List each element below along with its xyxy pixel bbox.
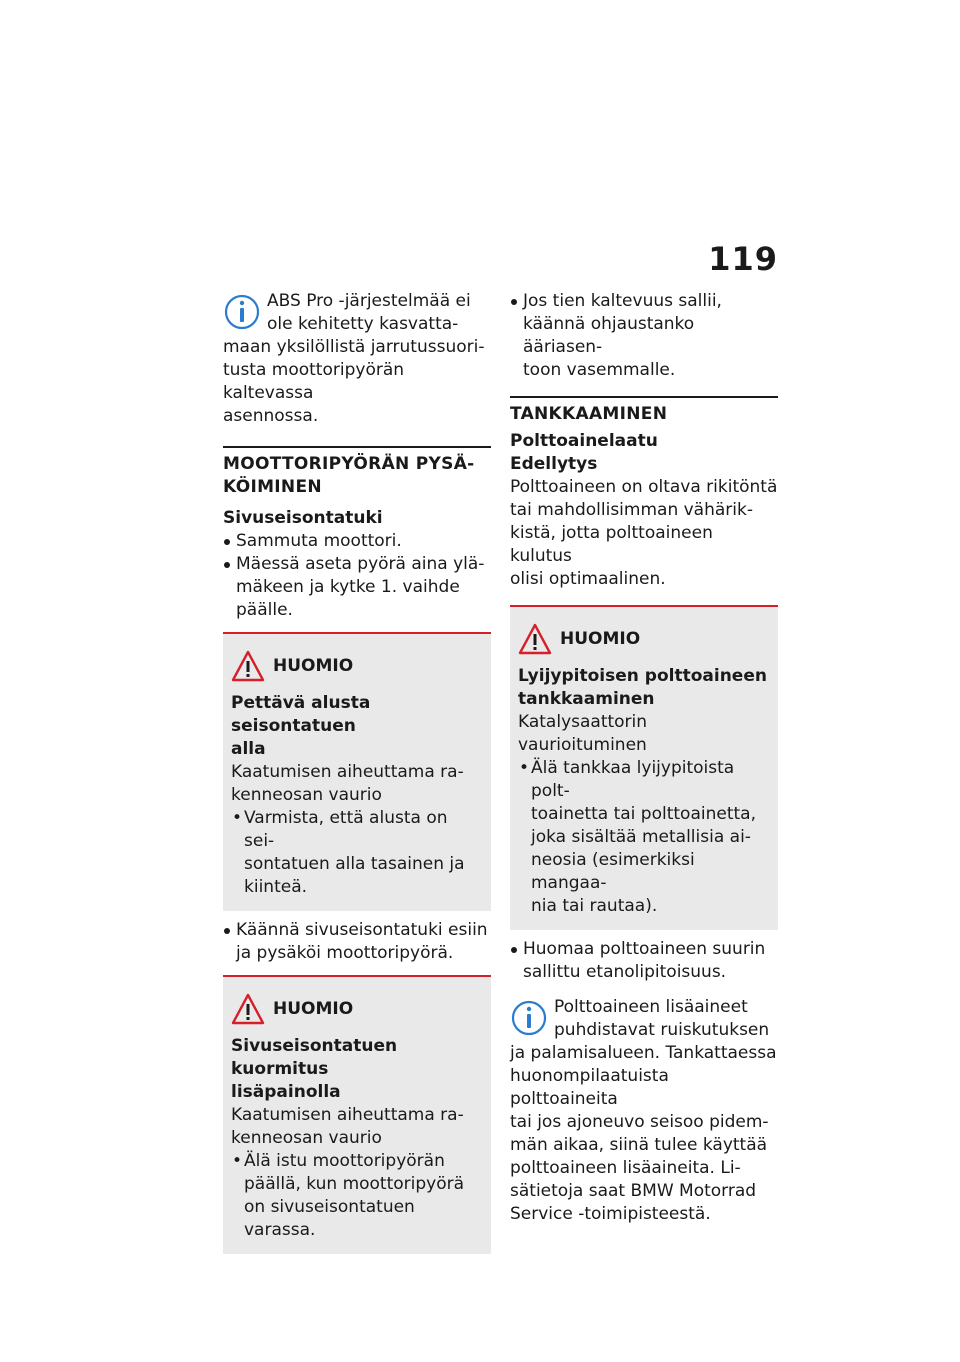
warning-bullet: • Varmista, että alusta on sei- sontatuen alla tasainen ja kiinteä. [231,807,483,899]
right-column [510,290,778,1226]
info-line: ole kehitetty kasvatta- [267,314,459,334]
info-line: sätietoja saat BMW Motorrad [510,1181,757,1201]
info-line: huonompilaatuista polttoaineita [510,1066,669,1109]
warning-bullet: • Älä tankkaa lyijypitoista polt- toainetta tai polttoainetta, joka sisältää metallisia ai- neosia (esimerkiksi mangaa- nia tai rautaa). [518,757,770,918]
info-note [510,996,778,1226]
list-item: Huomaa polttoaineen suurin sallittu etanolipitoisuus. [510,938,778,984]
left-column [223,290,491,1254]
info-line: Polttoaineen lisäaineet [554,997,748,1017]
info-icon [510,998,548,1042]
warning-bullet: • Älä istu moottoripyörän päällä, kun moottoripyörä on sivuseisontatuen varassa. [231,1150,483,1242]
page-number: 119 [708,240,778,278]
warning-header [518,619,770,659]
warning-box [510,605,778,930]
info-line: tai jos ajoneuvo seisoo pidem- [510,1112,769,1132]
warning-title: Sivuseisontatuen kuormitus lisäpainolla [231,1036,398,1102]
info-line: Service -toimipisteestä. [510,1204,711,1224]
info-line: puhdistavat ruiskutuksen [554,1020,770,1040]
paragraph: Polttoaineen on oltava rikitöntä tai mahdollisimman vähärik- kistä, jotta polttoaineen kulutus olisi optimaalinen. [510,477,778,589]
info-line: tusta moottoripyörän kaltevassa [223,360,405,403]
warning-label: HUOMIO [560,628,641,649]
info-line: ja palamisalueen. Tankattaessa [510,1043,777,1063]
warning-header [231,646,483,686]
warning-title: Lyijypitoisen polttoaineen tankkaaminen [518,666,767,709]
info-line: polttoaineen lisäaineita. Li- [510,1158,741,1178]
list-item: Käännä sivuseisontatuki esiin ja pysäköi moottoripyörä. [223,919,491,965]
info-note [223,290,491,428]
list-item: Jos tien kaltevuus sallii, käännä ohjaustanko ääriasen- toon vasemmalle. [510,290,778,382]
subheading: Sivuseisontatuki [223,508,383,528]
warning-text: Kaatumisen aiheuttama ra- [231,762,464,782]
warning-icon [518,623,552,655]
info-line: maan yksilöllistä jarrutussuori- [223,337,485,357]
info-line: ABS Pro -järjestelmää ei [267,291,471,311]
warning-label: HUOMIO [273,998,354,1019]
warning-box [223,632,491,911]
warning-icon [231,650,265,682]
subheading: Polttoainelaatu [510,431,658,451]
warning-title: Pettävä alusta seisontatuen alla [231,693,371,759]
list-item: Sammuta moottori. [223,530,491,553]
warning-box [223,975,491,1254]
list-item: Mäessä aseta pyörä aina ylä- mäkeen ja kytke 1. vaihde päälle. [223,553,491,622]
subheading: Edellytys [510,454,598,474]
warning-text: Kaatumisen aiheuttama ra- [231,1105,464,1125]
warning-label: HUOMIO [273,655,354,676]
warning-icon [231,993,265,1025]
info-icon [223,292,261,336]
warning-header [231,989,483,1029]
section-title: TANKKAAMINEN [510,396,778,426]
warning-text: Katalysaattorin vaurioituminen [518,712,648,755]
warning-text: kenneosan vaurio [231,1128,382,1148]
section-title: MOOTTORIPYÖRÄN PYSÄ- KÖIMINEN [223,446,491,499]
info-line: asennossa. [223,406,319,426]
info-line: män aikaa, siinä tulee käyttää [510,1135,768,1155]
warning-text: kenneosan vaurio [231,785,382,805]
